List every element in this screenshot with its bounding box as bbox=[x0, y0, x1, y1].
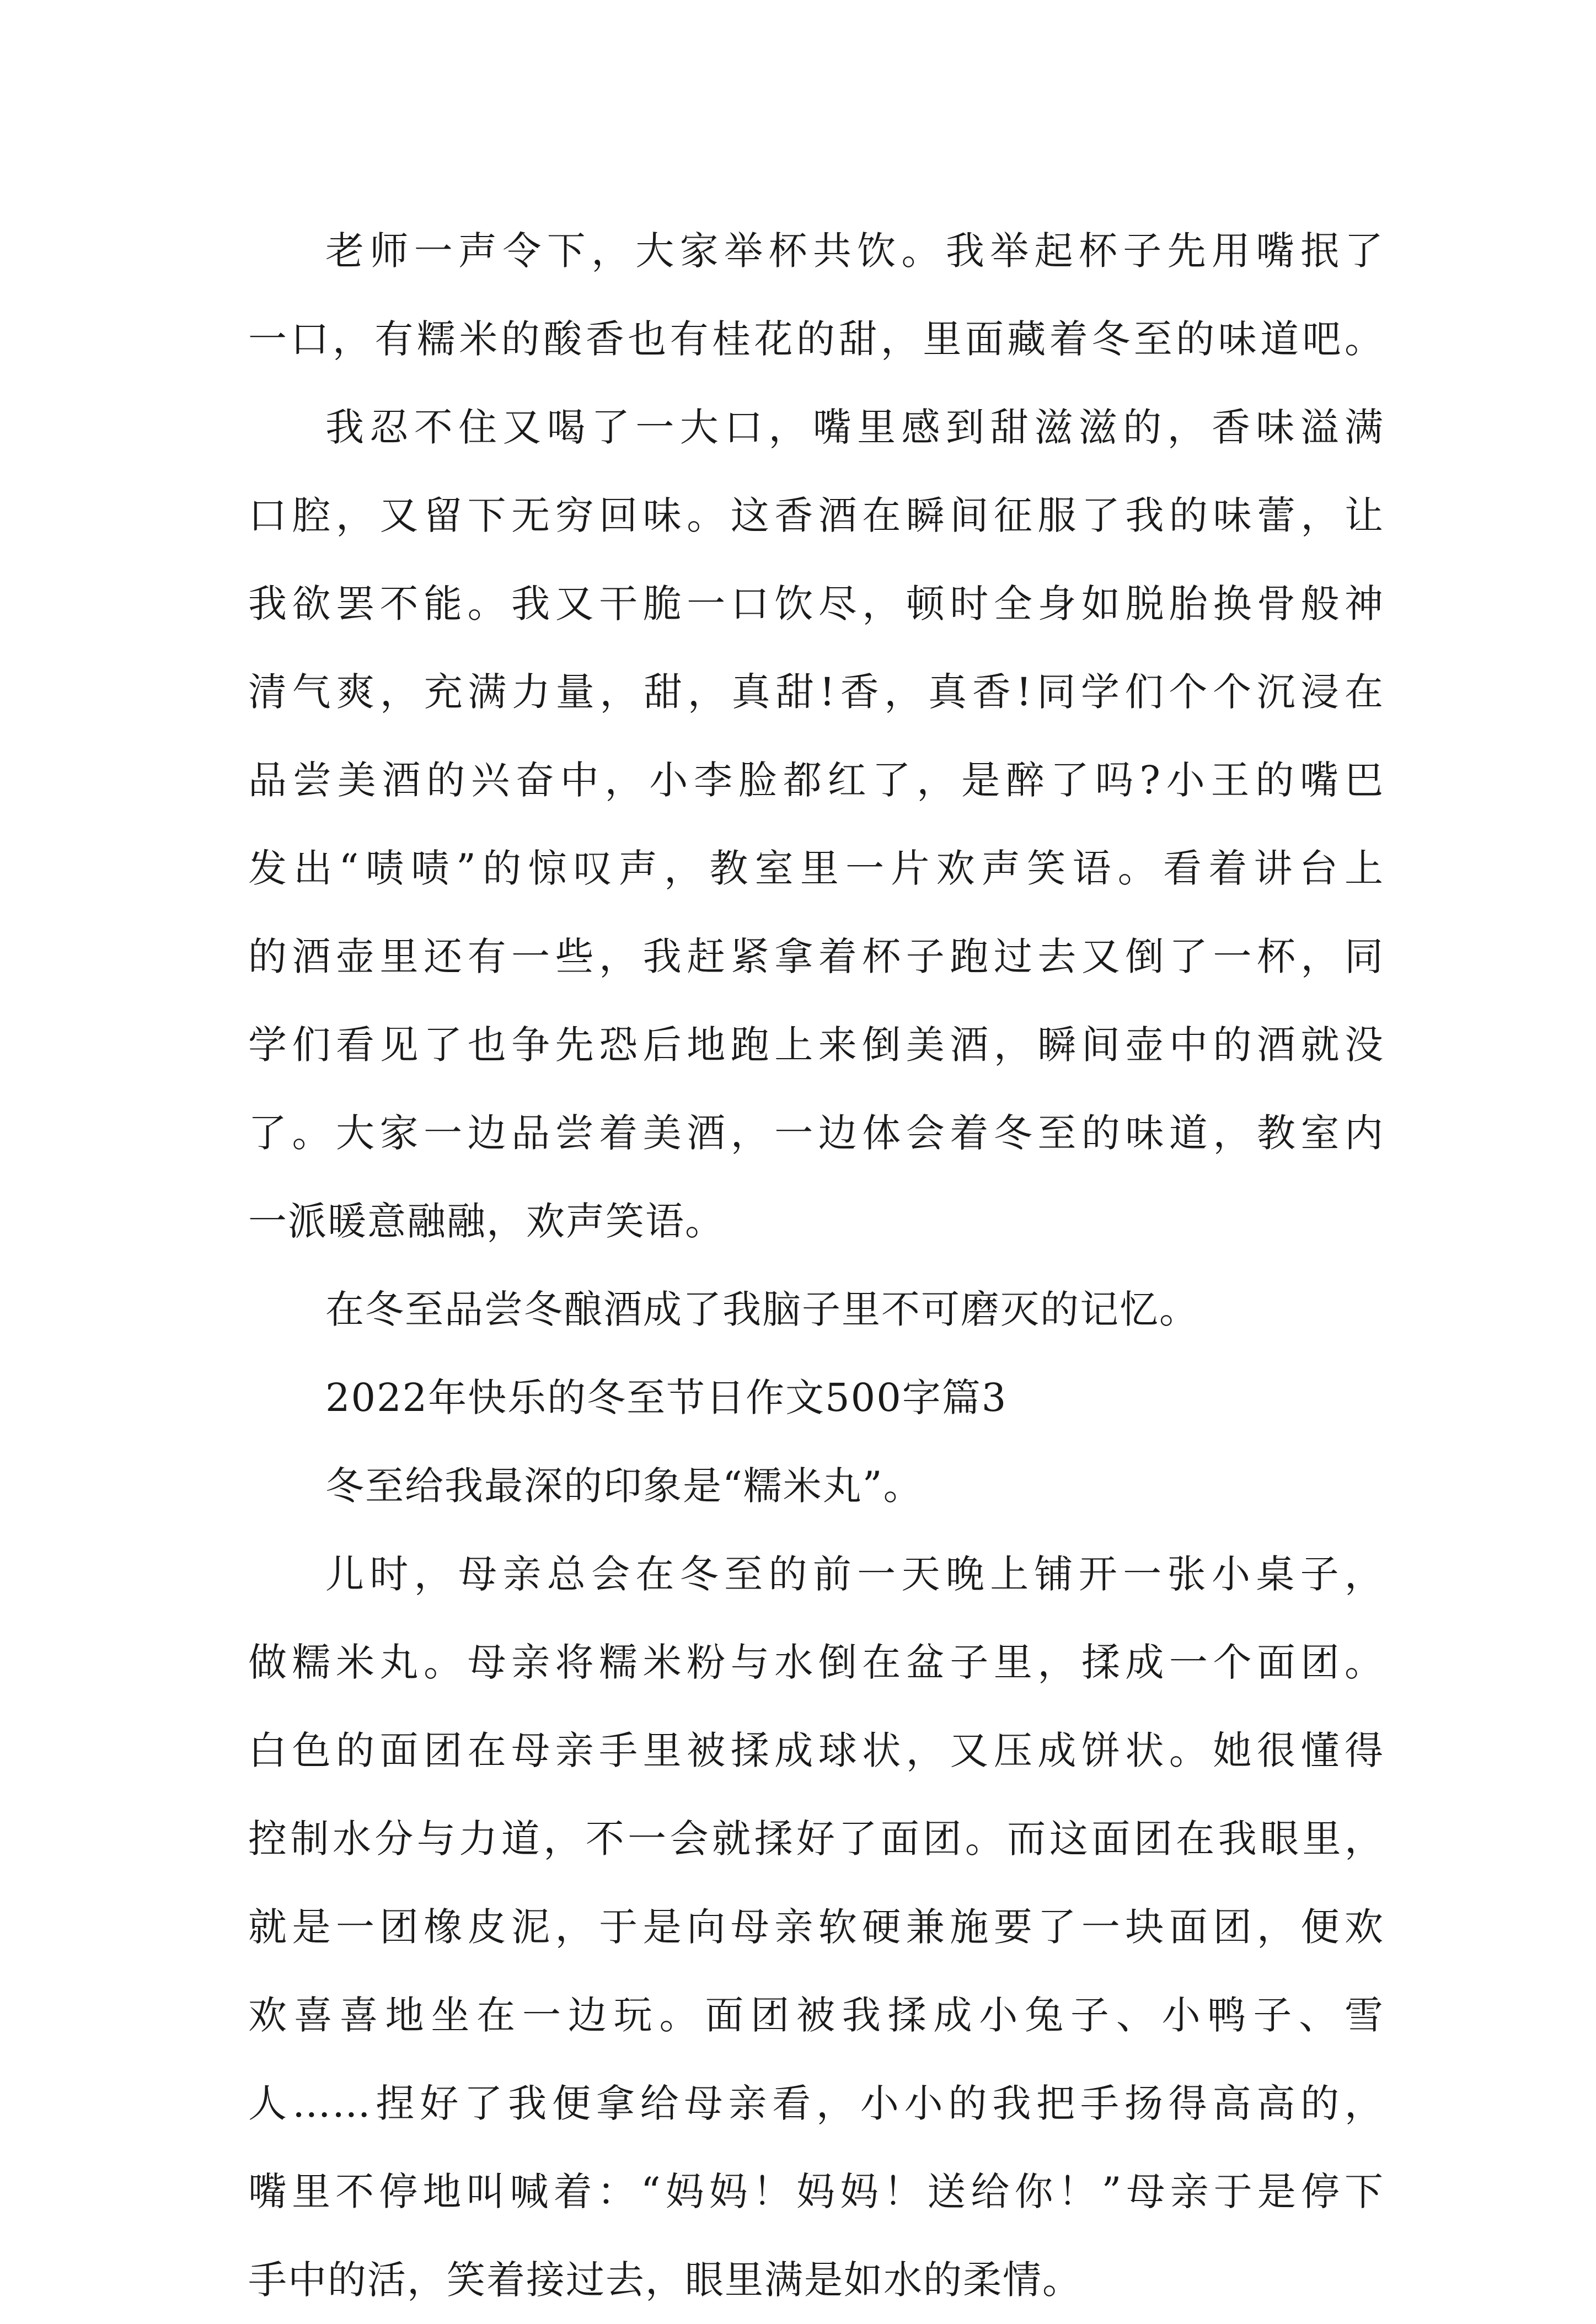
paragraph bbox=[248, 1530, 1384, 2324]
section-heading bbox=[248, 1354, 1384, 1442]
paragraph bbox=[248, 1265, 1384, 1354]
paragraph bbox=[248, 207, 1384, 383]
text-line: 嘴里不停地叫喊着：“妈妈！妈妈！送给你！”母亲于是停下 bbox=[248, 2169, 1384, 2214]
text-line: 一口，有糯米的酸香也有桂花的甜，里面藏着冬至的味道吧。 bbox=[248, 316, 1384, 362]
document-page bbox=[248, 207, 1384, 2324]
text-line: 就是一团橡皮泥，于是向母亲软硬兼施要了一块面团，便欢 bbox=[248, 1904, 1384, 1950]
text-line: 做糯米丸。母亲将糯米粉与水倒在盆子里，揉成一个面团。 bbox=[248, 1640, 1384, 1685]
text-line: 欢喜喜地坐在一边玩。面团被我揉成小兔子、小鸭子、雪 bbox=[248, 1993, 1384, 2038]
text-line: 我忍不住又喝了一大口，嘴里感到甜滋滋的，香味溢满 bbox=[325, 405, 1384, 450]
heading-line: 2022年快乐的冬至节日作文500字篇3 bbox=[325, 1375, 1008, 1420]
text-line: 学们看见了也争先恐后地跑上来倒美酒，瞬间壶中的酒就没 bbox=[248, 1022, 1384, 1067]
text-line: 冬至给我最深的印象是“糯米丸”。 bbox=[325, 1463, 923, 1509]
text-line: 了。大家一边品尝着美酒，一边体会着冬至的味道，教室内 bbox=[248, 1110, 1384, 1156]
text-line: 清气爽，充满力量，甜，真甜!香，真香!同学们个个沉浸在 bbox=[248, 669, 1384, 715]
text-line: 白色的面团在母亲手里被揉成球状，又压成饼状。她很懂得 bbox=[248, 1728, 1384, 1773]
text-line: 的酒壶里还有一些，我赶紧拿着杯子跑过去又倒了一杯，同 bbox=[248, 934, 1384, 979]
text-line: 在冬至品尝冬酿酒成了我脑子里不可磨灭的记忆。 bbox=[325, 1287, 1199, 1332]
text-line: 我欲罢不能。我又干脆一口饮尽，顿时全身如脱胎换骨般神 bbox=[248, 581, 1384, 626]
text-line: 发出“啧啧”的惊叹声，教室里一片欢声笑语。看着讲台上 bbox=[248, 846, 1384, 891]
text-line: 品尝美酒的兴奋中，小李脸都红了，是醉了吗?小王的嘴巴 bbox=[248, 758, 1384, 803]
text-line: 手中的活，笑着接过去，眼里满是如水的柔情。 bbox=[248, 2257, 1082, 2302]
text-line: 口腔，又留下无穷回味。这香酒在瞬间征服了我的味蕾，让 bbox=[248, 493, 1384, 538]
text-line: 人……捏好了我便拿给母亲看，小小的我把手扬得高高的， bbox=[248, 2081, 1384, 2126]
text-line: 一派暖意融融，欢声笑语。 bbox=[248, 1199, 725, 1244]
text-line: 老师一声令下，大家举杯共饮。我举起杯子先用嘴抿了 bbox=[325, 228, 1384, 273]
paragraph bbox=[248, 383, 1384, 1265]
text-line: 儿时，母亲总会在冬至的前一天晚上铺开一张小桌子， bbox=[325, 1552, 1384, 1597]
text-line: 控制水分与力道，不一会就揉好了面团。而这面团在我眼里， bbox=[248, 1816, 1384, 1861]
paragraph bbox=[248, 1442, 1384, 1530]
